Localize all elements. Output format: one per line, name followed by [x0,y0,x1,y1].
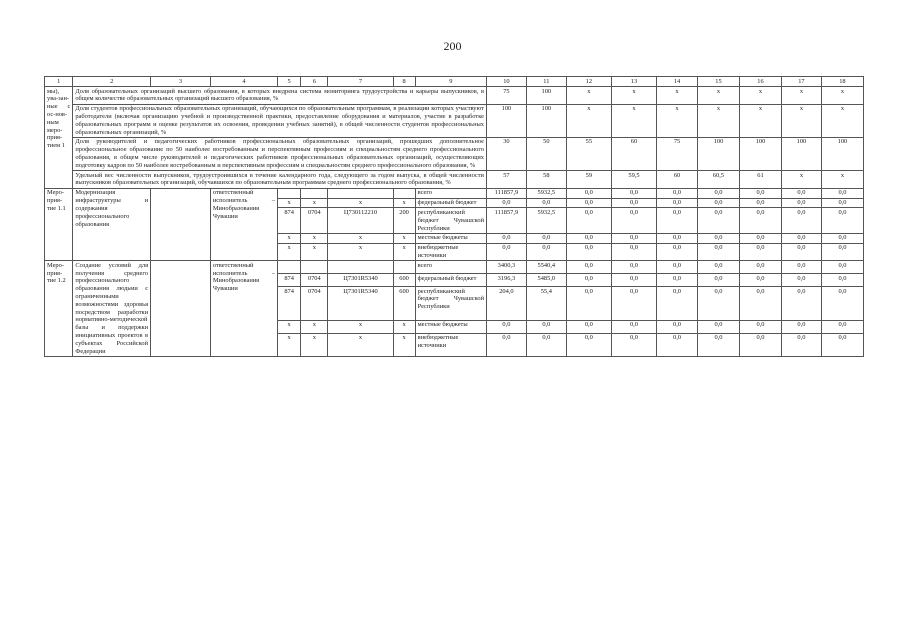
indicator-text: Доля студентов профессиональных образовательных организаций, обучающихся по образовательным программам, в реализации которых участвуют работодатели (включая организацию учебной и производственной практики, предоставление оборудования и материалов, участие в разработке образовательных программ и оценке результатов их освоения, проведении учебных занятий), в общей численности студентов профессиональных образовательных организаций, % [73,104,487,137]
target-article-code [328,188,393,198]
grbs-code: x [278,198,301,208]
section-code: x [301,333,328,356]
expense-type-code: x [393,333,415,356]
funding-value: 0,0 [611,188,656,198]
indicator-value: x [821,104,863,137]
column-number: 4 [210,77,277,87]
funding-value: 0,0 [486,243,526,261]
funding-value: 111857,9 [486,188,526,198]
funding-value: 0,0 [781,261,821,274]
funding-value: 0,0 [739,320,781,333]
column-number: 1 [45,77,73,87]
grbs-code [278,188,301,198]
target-article-code: x [328,233,393,243]
indicator-value: x [611,104,656,137]
funding-value: 0,0 [739,198,781,208]
indicator-value: 59,5 [611,171,656,189]
target-article-code: x [328,198,393,208]
section-code: 0704 [301,287,328,321]
funding-source: внебюджетные источники [415,243,486,261]
measure-row [45,261,864,274]
funding-source: федеральный бюджет [415,274,486,287]
funding-value: 0,0 [566,243,611,261]
indicator-value: 57 [486,171,526,189]
section-code: x [301,320,328,333]
column-number: 15 [697,77,739,87]
indicator-row [45,104,864,137]
funding-value: 0,0 [526,320,566,333]
funding-value: 0,0 [697,320,739,333]
funding-value: 0,0 [611,233,656,243]
funding-source: всего [415,261,486,274]
section-code: x [301,243,328,261]
funding-value: 0,0 [611,243,656,261]
indicator-value: 59 [566,171,611,189]
funding-value: 0,0 [697,233,739,243]
column-number: 13 [611,77,656,87]
funding-value: 0,0 [657,198,698,208]
funding-value: 0,0 [781,188,821,198]
indicator-row [45,137,864,170]
measure-col3 [151,188,211,261]
target-article-code: Ц730112210 [328,208,393,233]
first-column-note: мы), ува-зан-ные с ос-нов-ным меро-прия-тием 1 [45,87,73,189]
funding-value: 0,0 [697,208,739,233]
funding-value: 0,0 [657,320,698,333]
funding-value: 0,0 [526,243,566,261]
indicator-value: x [821,87,863,105]
measure-name: Модернизация инфраструктуры и содержания профессионального образования [73,188,151,261]
section-code: 0704 [301,274,328,287]
measure-executor: ответственный исполнитель – Минобразования Чувашии [210,261,277,357]
grbs-code: 874 [278,208,301,233]
indicator-value: x [739,104,781,137]
indicator-value: 60 [611,137,656,170]
measure-executor: ответственный исполнитель – Минобразования Чувашии [210,188,277,261]
funding-value: 0,0 [821,274,863,287]
funding-value: 0,0 [611,261,656,274]
indicator-value: 100 [486,104,526,137]
funding-value: 0,0 [821,333,863,356]
funding-value: 5932,5 [526,208,566,233]
grbs-code [278,261,301,274]
funding-value: 0,0 [781,287,821,321]
funding-value: 0,0 [739,243,781,261]
column-number: 9 [415,77,486,87]
funding-value: 0,0 [821,261,863,274]
section-code: 0704 [301,208,328,233]
funding-value: 0,0 [821,208,863,233]
section-code [301,261,328,274]
funding-value: 0,0 [821,320,863,333]
column-number-row [45,77,864,87]
expense-type-code: 600 [393,287,415,321]
expense-type-code: x [393,198,415,208]
funding-value: 0,0 [566,188,611,198]
funding-value: 0,0 [739,333,781,356]
funding-source: местные бюджеты [415,233,486,243]
funding-value: 0,0 [821,233,863,243]
indicator-value: x [657,87,698,105]
column-number: 11 [526,77,566,87]
indicator-value: 100 [526,87,566,105]
column-number: 8 [393,77,415,87]
funding-value: 0,0 [611,274,656,287]
target-article-code [328,261,393,274]
indicator-text: Удельный вес численности выпускников, трудоустроившихся в течение календарного года, следующего за годом выпуска, в общей численности выпускников образовательных организаций, обучавшихся по образовательным программам среднего профессионального образования, % [73,171,487,189]
grbs-code: x [278,243,301,261]
column-number: 5 [278,77,301,87]
indicator-value: 30 [486,137,526,170]
funding-value: 0,0 [657,243,698,261]
indicator-value: x [697,87,739,105]
indicator-value: 100 [739,137,781,170]
indicator-value: 100 [781,137,821,170]
expense-type-code [393,188,415,198]
funding-value: 0,0 [697,274,739,287]
funding-value: 5485,0 [526,274,566,287]
funding-source: республиканский бюджет Чувашской Республики [415,287,486,321]
funding-value: 0,0 [821,287,863,321]
funding-value: 0,0 [486,233,526,243]
funding-value: 204,0 [486,287,526,321]
funding-value: 0,0 [611,320,656,333]
column-number: 12 [566,77,611,87]
column-number: 2 [73,77,151,87]
grbs-code: 874 [278,287,301,321]
section-code [301,188,328,198]
indicator-value: x [781,104,821,137]
funding-value: 0,0 [657,208,698,233]
funding-value: 0,0 [657,233,698,243]
indicator-text: Доля руководителей и педагогических работников профессиональных образовательных организаций, прошедших дополнительное профессиональное образование по 50 наиболее востребованным и перспективным профессиям и специальностям среднего профессионального образования, в общем числе руководителей и педагогических работников профессиональных образовательных организаций, осуществляющих подготовку кадров по 50 наиболее востребованным и перспективным профессиям и специальностям среднего профессионального образования, % [73,137,487,170]
funding-value: 0,0 [657,188,698,198]
target-article-code: Ц7301R5340 [328,287,393,321]
funding-source: внебюджетные источники [415,333,486,356]
funding-value: 0,0 [781,233,821,243]
indicator-value: x [821,171,863,189]
program-table [44,76,864,357]
funding-value: 0,0 [566,320,611,333]
indicator-value: x [657,104,698,137]
column-number: 3 [151,77,211,87]
indicator-value: 60,5 [697,171,739,189]
column-number: 6 [301,77,328,87]
funding-value: 0,0 [697,243,739,261]
indicator-value: 100 [821,137,863,170]
funding-value: 0,0 [526,333,566,356]
indicator-value: 61 [739,171,781,189]
funding-value: 0,0 [697,188,739,198]
indicator-value: 75 [486,87,526,105]
measure-name: Создание условий для получения среднего профессионального образования людьми с ограниченными возможностями здоровья посредством разработки нормативно-методической базы и поддержки инициативных проектов в субъектах Российской Федерации [73,261,151,357]
funding-value: 0,0 [611,198,656,208]
funding-value: 0,0 [781,198,821,208]
funding-value: 0,0 [697,198,739,208]
funding-value: 0,0 [781,274,821,287]
indicator-value: 55 [566,137,611,170]
funding-value: 0,0 [611,333,656,356]
indicator-value: x [566,87,611,105]
section-code: x [301,233,328,243]
funding-value: 0,0 [697,333,739,356]
funding-value: 0,0 [566,261,611,274]
funding-value: 0,0 [611,287,656,321]
indicator-value: x [781,171,821,189]
funding-value: 5932,5 [526,188,566,198]
page-number: 200 [443,39,462,53]
funding-source: федеральный бюджет [415,198,486,208]
funding-value: 0,0 [781,243,821,261]
indicator-value: 50 [526,137,566,170]
target-article-code: x [328,320,393,333]
funding-source: всего [415,188,486,198]
funding-value: 0,0 [781,333,821,356]
funding-value: 0,0 [657,333,698,356]
funding-value: 0,0 [739,274,781,287]
measure-col3 [151,261,211,357]
funding-value: 0,0 [566,208,611,233]
column-number: 16 [739,77,781,87]
indicator-value: x [697,104,739,137]
funding-value: 0,0 [526,233,566,243]
funding-value: 3400,3 [486,261,526,274]
indicator-value: 100 [697,137,739,170]
funding-value: 0,0 [781,208,821,233]
funding-value: 0,0 [566,198,611,208]
funding-value: 0,0 [566,274,611,287]
expense-type-code [393,261,415,274]
expense-type-code: x [393,320,415,333]
column-number: 7 [328,77,393,87]
funding-value: 0,0 [739,287,781,321]
expense-type-code: 600 [393,274,415,287]
indicator-value: 100 [526,104,566,137]
column-number: 17 [781,77,821,87]
target-article-code: x [328,243,393,261]
funding-value: 0,0 [657,261,698,274]
funding-value: 0,0 [697,261,739,274]
column-number: 18 [821,77,863,87]
funding-value: 0,0 [739,208,781,233]
grbs-code: x [278,320,301,333]
funding-source: местные бюджеты [415,320,486,333]
funding-value: 0,0 [657,274,698,287]
indicator-row [45,171,864,189]
target-article-code: Ц7301R5340 [328,274,393,287]
funding-value: 0,0 [566,333,611,356]
funding-value: 0,0 [486,198,526,208]
funding-value: 0,0 [781,320,821,333]
indicator-value: 60 [657,171,698,189]
funding-value: 0,0 [611,208,656,233]
funding-value: 0,0 [486,333,526,356]
expense-type-code: x [393,233,415,243]
indicator-value: 58 [526,171,566,189]
funding-value: 0,0 [697,287,739,321]
indicator-value: x [739,87,781,105]
measure-row [45,188,864,198]
funding-source: республиканский бюджет Чувашской Республики [415,208,486,233]
indicator-row [45,87,864,105]
section-code: x [301,198,328,208]
funding-value: 0,0 [821,243,863,261]
funding-value: 0,0 [739,261,781,274]
column-number: 14 [657,77,698,87]
funding-value: 0,0 [739,188,781,198]
funding-value: 0,0 [657,287,698,321]
indicator-value: 75 [657,137,698,170]
funding-value: 0,0 [566,287,611,321]
expense-type-code: 200 [393,208,415,233]
grbs-code: 874 [278,274,301,287]
funding-value: 0,0 [821,198,863,208]
indicator-value: x [781,87,821,105]
funding-value: 0,0 [526,198,566,208]
funding-value: 5540,4 [526,261,566,274]
indicator-value: x [611,87,656,105]
measure-id: Меро-прия-тие 1.1 [45,188,73,261]
funding-value: 3196,3 [486,274,526,287]
expense-type-code: x [393,243,415,261]
funding-value: 0,0 [486,320,526,333]
funding-value: 0,0 [739,233,781,243]
indicator-text: Доля образовательных организаций высшего образования, в которых внедрена система мониторинга трудоустройства и карьеры выпускников, в общем количестве образовательных организаций высшего образования, % [73,87,487,105]
grbs-code: x [278,233,301,243]
indicator-value: x [566,104,611,137]
grbs-code: x [278,333,301,356]
column-number: 10 [486,77,526,87]
funding-value: 0,0 [566,233,611,243]
target-article-code: x [328,333,393,356]
measure-id: Меро-прия-тие 1.2 [45,261,73,357]
funding-value: 0,0 [821,188,863,198]
funding-value: 111857,9 [486,208,526,233]
funding-value: 55,4 [526,287,566,321]
